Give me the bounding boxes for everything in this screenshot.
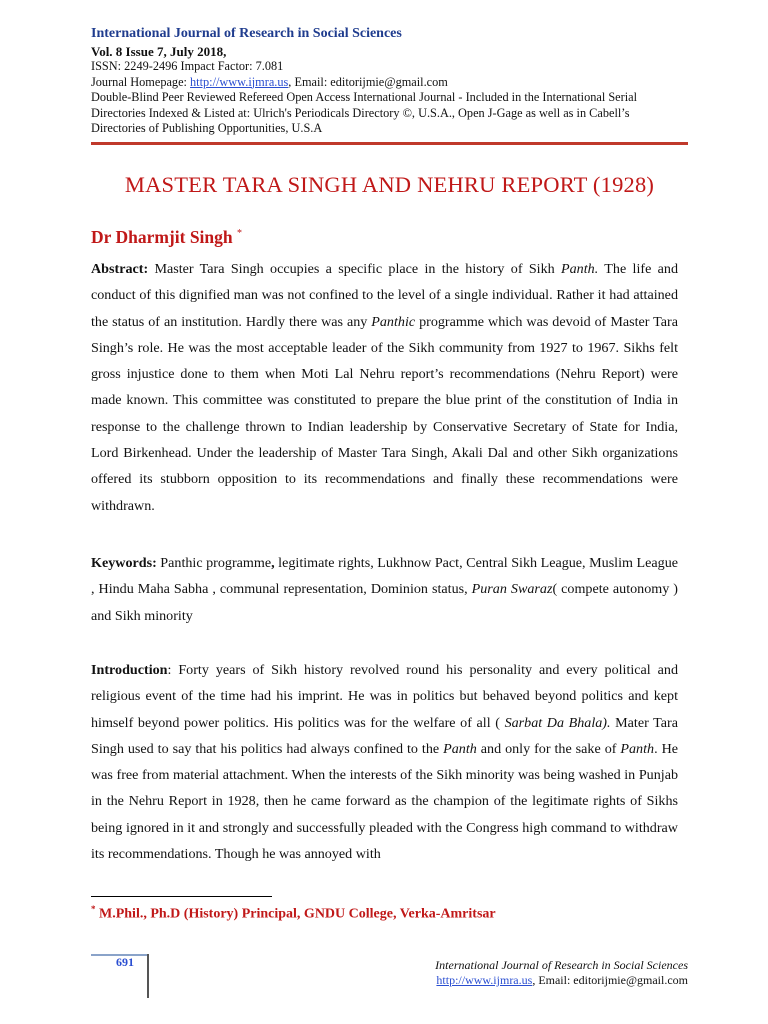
footer-divider (147, 954, 149, 998)
footer-email: , Email: editorijmie@gmail.com (532, 973, 688, 987)
homepage-line (91, 75, 691, 91)
keywords-text: Panthic programme (156, 555, 272, 571)
keywords-label: Keywords: (91, 555, 157, 571)
abstract-text: Master Tara Singh occupies a specific place in the history of Sikh (148, 261, 562, 277)
introduction-text: Mater Tara Singh used to say that his politics had always confined to the (91, 714, 678, 757)
introduction-paragraph (91, 657, 678, 867)
introduction-italic: Sarbat Da Bhala). (504, 714, 611, 731)
introduction-text: and only for the sake of (476, 740, 621, 757)
introduction-italic: Panth (443, 740, 477, 757)
header-email: , Email: editorijmie@gmail.com (288, 74, 448, 89)
keywords-text: legitimate rights, Lukhnow Pact, Central Sikh League, Muslim League , Hindu Maha Sabha , communal representation, Dominion status, (91, 555, 678, 598)
page-footer (435, 958, 688, 988)
introduction-text: : Forty years of Sikh history revolved round his personality and every political and religious event of the time had his imprint. He was in politics but behaved beyond politics and kept himself beyond power politics. His politics was for the welfare of all ( (91, 662, 678, 731)
homepage-link[interactable]: http://www.ijmra.us (190, 74, 289, 89)
abstract-label: Abstract: (91, 261, 149, 277)
author-name (91, 227, 242, 248)
footer-journal: International Journal of Research in Social Sciences (435, 958, 688, 972)
footnote (91, 904, 496, 923)
introduction-label: Introduction (91, 662, 168, 678)
journal-header (91, 26, 691, 137)
author-text: Dr Dharmjit Singh (91, 227, 233, 247)
volume-info: Vol. 8 Issue 7, July 2018, (91, 44, 227, 59)
indexing-line-1: Double-Blind Peer Reviewed Refereed Open Access International Journal - Included in the International Serial (91, 90, 637, 104)
page-number: 691 (116, 955, 134, 969)
footnote-mark: * (91, 904, 96, 914)
abstract-italic: Panth. (561, 261, 599, 277)
footnote-divider (91, 896, 272, 897)
footer-contact (435, 973, 688, 988)
introduction-italic: Panth (620, 740, 655, 757)
homepage-label: Journal Homepage: (91, 74, 191, 89)
journal-title: International Journal of Research in Social Sciences (91, 26, 402, 41)
footnote-text: M.Phil., Ph.D (History) Principal, GNDU College, Verka-Amritsar (95, 906, 496, 922)
keywords-text: ( compete autonomy ) and Sikh minority (91, 581, 678, 624)
abstract-text: programme which was devoid of Master Tara Singh’s role. He was the most acceptable leader of the Sikh community from 1927 to 1967. Sikhs felt gross injustice done to them when Moti Lal Nehru report’s recommendations (Nehru Report) were made known. This committee was constituted to prepare the blue print of the constitution of India in response to the challenge thrown to Indian leadership by Conservative Secretary of State for India, Lord Birkenhead. Under the leadership of Master Tara Singh, Akali Dal and other Sikh organizations offered its stubborn opposition to its recommendations and finally these recommendations were withdrawn. (91, 313, 678, 514)
abstract-italic: Panthic (371, 313, 416, 330)
introduction-text: . He was free from material attachment. When the interests of the Sikh minority was being washed in Punjab in the Nehru Report in 1928, then he came forward as the champion of the legitimate rights of Sikhs being ignored in it and strongly and successfully pleaded with the Congress high command to withdraw its recommendations. Though he was annoyed with (91, 740, 679, 863)
keywords-comma: , (271, 555, 275, 571)
paper-title: MASTER TARA SINGH AND NEHRU REPORT (1928) (124, 172, 655, 197)
keywords-italic: Puran Swaraz (471, 581, 553, 598)
header-divider (91, 142, 688, 145)
author-footnote-mark: * (237, 228, 243, 240)
abstract-text: The life and conduct of this dignified man was not confined to the level of a single individual. Rather it had attained the status of an institution. Hardly there was any (91, 261, 678, 330)
abstract-paragraph (91, 256, 678, 519)
indexing-line-2: Directories Indexed & Listed at: Ulrich's Periodicals Directory ©, U.S.A., Open J-Gage as well as in Cabell’s (91, 105, 630, 120)
issn-info: ISSN: 2249-2496 Impact Factor: 7.081 (91, 59, 284, 73)
indexing-line-3: Directories of Publishing Opportunities, U.S.A (91, 121, 323, 135)
keywords-paragraph (91, 550, 678, 629)
footer-link[interactable]: http://www.ijmra.us (436, 973, 533, 987)
